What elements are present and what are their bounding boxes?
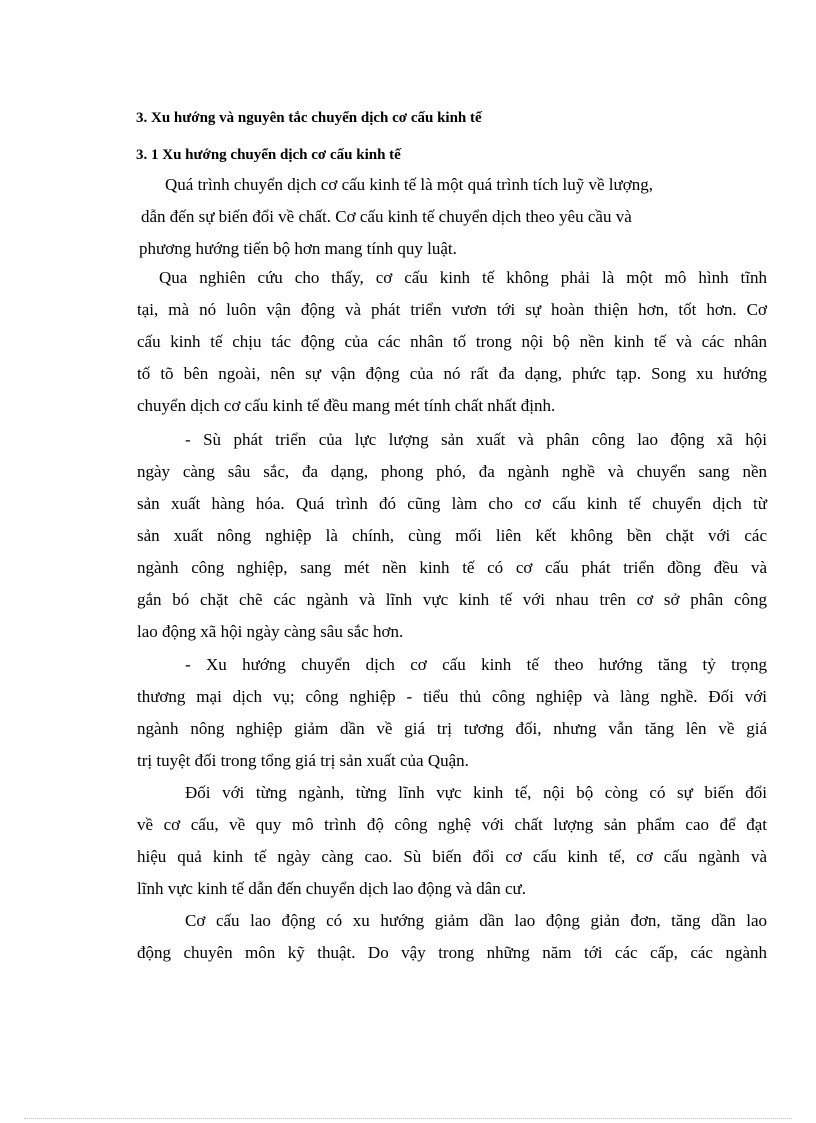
paragraph-line: - Sù phát triển của lực lượng sản xuất và phân công lao động xã hội [185, 430, 767, 449]
paragraph-line: ngày càng sâu sắc, đa dạng, phong phó, đa ngành nghề và chuyển sang nền [137, 462, 767, 481]
paragraph-line: Qua nghiên cứu cho thấy, cơ cấu kinh tế không phải là một mô hình tĩnh [159, 268, 767, 287]
paragraph-line: trị tuyệt đối trong tổng giá trị sản xuất của Quận. [137, 751, 469, 770]
paragraph-line: lao động xã hội ngày càng sâu sắc hơn. [137, 622, 404, 641]
page-bottom-rule [24, 1118, 792, 1119]
paragraph-1 [137, 169, 767, 265]
paragraph-line: gắn bó chặt chẽ các ngành và lĩnh vực kinh tế với nhau trên cơ sở phân công [137, 590, 767, 609]
paragraph-line: chuyển dịch cơ cấu kinh tế đều mang mét tính chất nhất định. [137, 396, 556, 415]
paragraph-line: sản xuất nông nghiệp là chính, cùng mối liên kết không bền chặt với các [137, 526, 767, 545]
paragraph-line: cấu kinh tế chịu tác động của các nhân tố trong nội bộ nền kinh tế và các nhân [137, 332, 767, 351]
paragraph-2 [137, 262, 767, 422]
paragraph-line: ngành công nghiệp, sang mét nền kinh tế có cơ cấu phát triển đồng đều và [137, 558, 767, 577]
paragraph-line: phương hướng tiến bộ hơn mang tính quy luật. [139, 239, 457, 258]
paragraph-line: dẫn đến sự biến đổi về chất. Cơ cấu kinh tế chuyển dịch theo yêu cầu và [141, 207, 632, 226]
subsection-heading: 3. 1 Xu hướng chuyển dịch cơ cấu kinh tế [136, 147, 401, 163]
paragraph-6 [137, 905, 767, 969]
paragraph-line: Cơ cấu lao động có xu hướng giảm dần lao động giản đơn, tăng dần lao [185, 911, 767, 930]
paragraph-line: ngành nông nghiệp giảm dần về giá trị tương đối, nhưng vẫn tăng lên về giá [137, 719, 767, 738]
paragraph-line: tố tõ bên ngoài, nên sự vận động của nó rất đa dạng, phức tạp. Song xu hướng [137, 364, 767, 383]
paragraph-3 [137, 424, 767, 648]
paragraph-line: lĩnh vực kinh tế dẫn đến chuyển dịch lao động và dân cư. [137, 879, 527, 898]
paragraph-line: sản xuất hàng hóa. Quá trình đó cũng làm cho cơ cấu kinh tế chuyển dịch từ [137, 494, 767, 513]
section-heading: 3. Xu hướng và nguyên tắc chuyển dịch cơ cấu kinh tế [136, 110, 482, 126]
paragraph-line: - Xu hướng chuyển dịch cơ cấu kinh tế theo hướng tăng tỷ trọng [185, 655, 767, 674]
paragraph-line: động chuyên môn kỹ thuật. Do vậy trong những năm tới các cấp, các ngành [137, 943, 767, 962]
paragraph-line: hiệu quả kinh tế ngày càng cao. Sù biến đổi cơ cấu kinh tế, cơ cấu ngành và [137, 847, 767, 866]
paragraph-line: về cơ cấu, về quy mô trình độ công nghệ với chất lượng sản phẩm cao để đạt [137, 815, 767, 834]
paragraph-5 [137, 777, 767, 905]
paragraph-line: tại, mà nó luôn vận động và phát triển vươn tới sự hoàn thiện hơn, tốt hơn. Cơ [137, 300, 767, 319]
paragraph-line: Quá trình chuyển dịch cơ cấu kinh tế là một quá trình tích luỹ về lượng, [165, 175, 653, 194]
paragraph-line: Đối với từng ngành, từng lĩnh vực kinh tế, nội bộ còng có sự biến đổi [185, 783, 767, 802]
paragraph-line: thương mại dịch vụ; công nghiệp - tiểu thủ công nghiệp và làng nghề. Đối với [137, 687, 767, 706]
paragraph-4 [137, 649, 767, 777]
